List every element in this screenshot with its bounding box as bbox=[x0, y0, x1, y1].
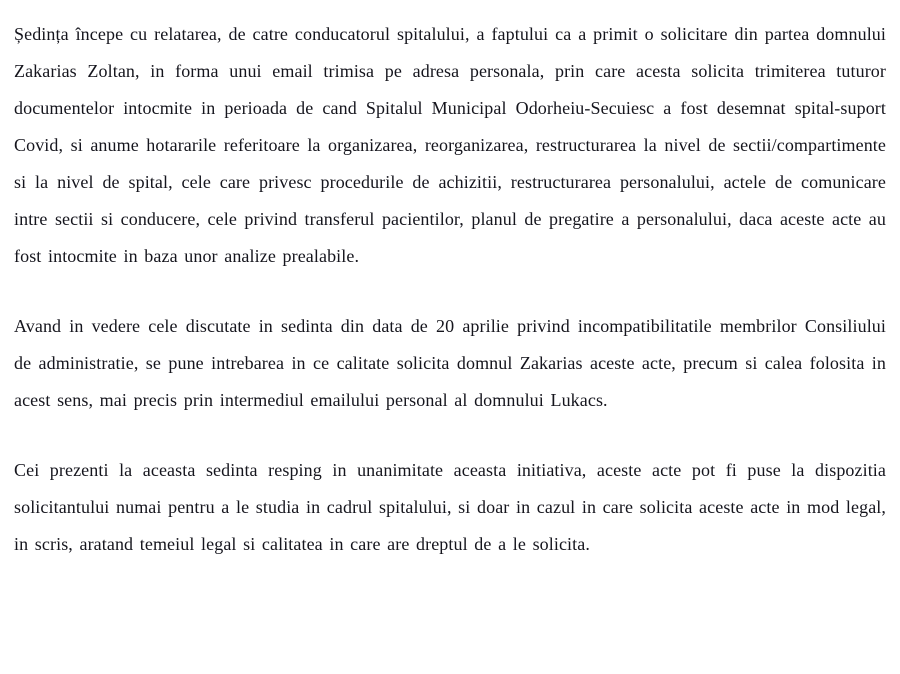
paragraph-unanimous-rejection: Cei prezenti la aceasta sedinta resping in unanimitate aceasta initiativa, aceste acte pot fi puse la dispozitia solicitantului numai pentru a le studia in cadrul spitalului, si doar in cazul in care solicita aceste acte in mod legal, in scris, aratand temeiul legal si calitatea in care are dreptul de a le solicita. bbox=[14, 460, 886, 554]
paragraph-meeting-intro: Ședința începe cu relatarea, de catre conducatorul spitalului, a faptului ca a primit o solicitare din partea domnului Zakarias Zoltan, in forma unui email trimisa pe adresa personala, prin care acesta solicita trimiterea tuturor documentelor intocmite in perioada de cand Spitalul Municipal Odorheiu-Secuiesc a fost desemnat spital-suport Covid, si anume hotararile referitoare la organizarea, reorganizarea, restructurarea la nivel de sectii/compartimente si la nivel de spital, cele care privesc procedurile de achizitii, restructurarea personalului, actele de comunicare intre sectii si conducere, cele privind transferul pacientilor, planul de pregatire a personalului, daca aceste acte au fost intocmite in baza unor analize prealabile. bbox=[14, 24, 886, 266]
paragraph-incompatibility-question: Avand in vedere cele discutate in sedinta din data de 20 aprilie privind incompatibilitatile membrilor Consiliului de administratie, se pune intrebarea in ce calitate solicita domnul Zakarias aceste acte, precum si calea folosita in acest sens, mai precis prin intermediul emailului personal al domnului Lukacs. bbox=[14, 316, 886, 410]
